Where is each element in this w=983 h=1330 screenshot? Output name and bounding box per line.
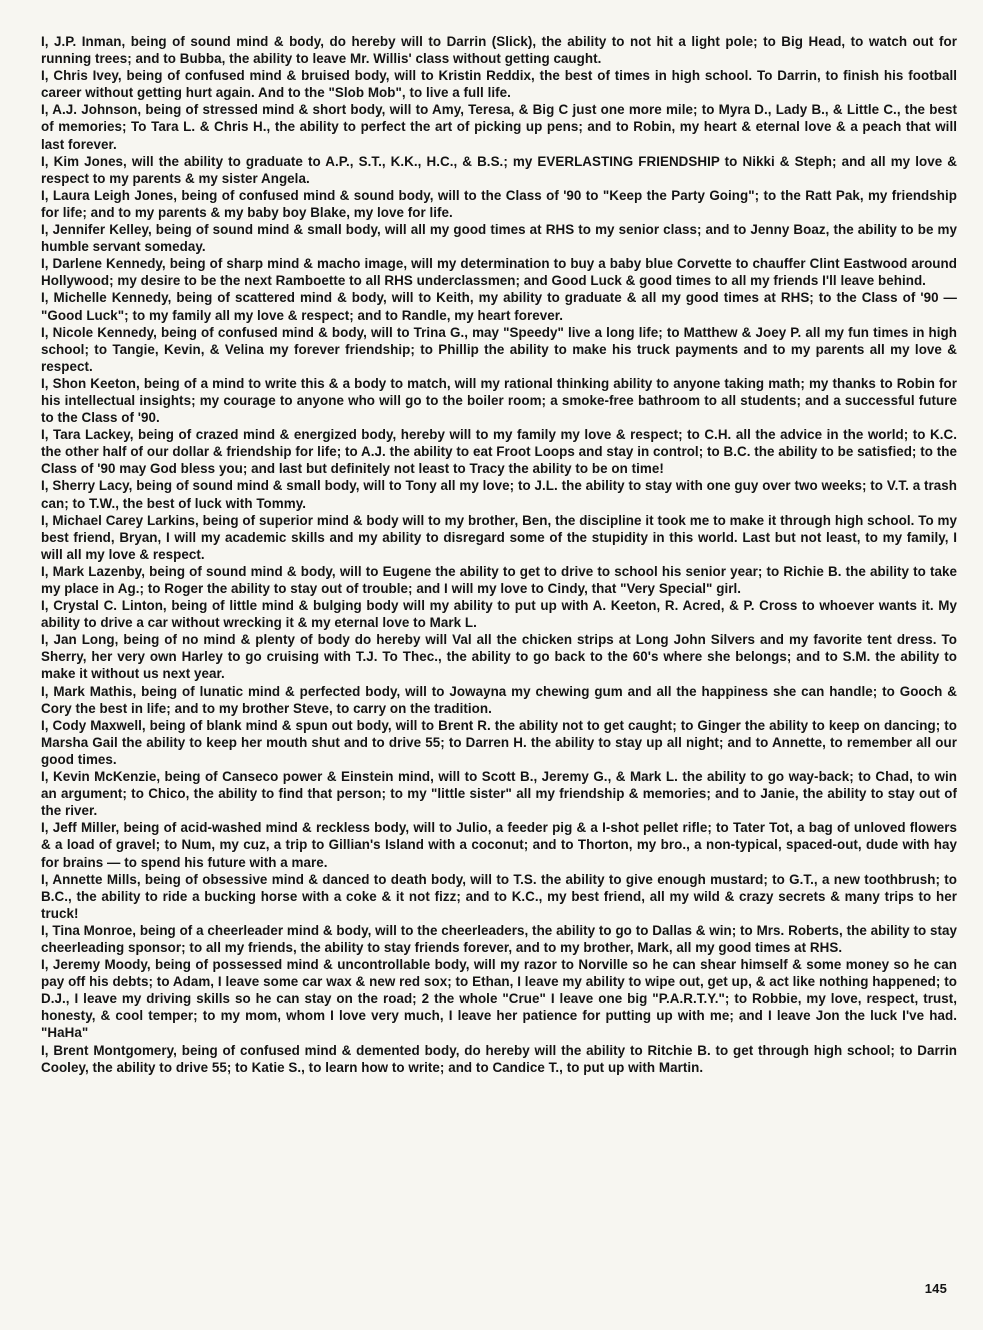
will-paragraph: I, Michael Carey Larkins, being of superior mind & body will to my brother, Ben, the discipline it took me to make it through high school. To my best friend, Bryan, I will my academic skills and my ability to disregard some of the stupidity in this world. Last but not least, to my family, I will all my love & respect. — [41, 512, 957, 562]
page-number: 145 — [924, 1281, 947, 1296]
will-paragraph: I, Nicole Kennedy, being of confused mind & body, will to Trina G., may "Speedy" live a long life; to Matthew & Joey P. all my fun times in high school; to Tangie, Kevin, & Velina my forever friendship; to Phillip the ability to make his truck payments and to my parents all my love & respect. — [41, 324, 957, 374]
will-paragraph: I, Laura Leigh Jones, being of confused mind & sound body, will to the Class of '90 to "Keep the Party Going"; to the Ratt Pak, my friendship for life; and to my parents & my baby boy Blake, my love for life. — [41, 187, 957, 220]
will-paragraph: I, J.P. Inman, being of sound mind & body, do hereby will to Darrin (Slick), the ability to not hit a light pole; to Big Head, to watch out for running trees; and to Bubba, the ability to leave Mr. Willis' class without getting caught. — [41, 34, 957, 67]
will-paragraph: I, Mark Mathis, being of lunatic mind & perfected body, will to Jowayna my chewing gum and all the happiness she can handle; to Gooch & Cory the best in life; and to my brother Steve, to carry on the tradition. — [41, 683, 957, 716]
will-paragraph: I, Jennifer Kelley, being of sound mind & small body, will all my good times at RHS to my senior class; and to Jenny Boaz, the ability to be my humble servant someday. — [41, 222, 957, 255]
will-paragraph: I, Crystal C. Linton, being of little mind & bulging body will my ability to put up with A. Keeton, R. Acred, & P. Cross to whoever wants it. My ability to drive a car without wrecking it & my eternal love to Mark L. — [41, 598, 957, 631]
senior-wills-column — [41, 33, 957, 1076]
will-paragraph: I, Annette Mills, being of obsessive mind & danced to death body, will to T.S. the ability to give enough mustard; to G.T., a new toothbrush; to B.C., the ability to ride a bucking horse with a coke & it not fizz; and to K.C., my best friend, all my wild & crazy secrets & many trips to her truck! — [41, 871, 957, 921]
will-paragraph: I, A.J. Johnson, being of stressed mind & short body, will to Amy, Teresa, & Big C just one more mile; to Myra D., Lady B., & Little C., the best of memories; To Tara L. & Chris H., the ability to perfect the art of picking up pens; and to Robin, my heart & eternal love & a peach that will last forever. — [41, 102, 957, 152]
will-paragraph: I, Cody Maxwell, being of blank mind & spun out body, will to Brent R. the ability not to get caught; to Ginger the ability to keep on dancing; to Marsha Gail the ability to keep her mouth shut and to drive 55; to Darren H. the ability to stay up all night; and to Annette, to remember all our good times. — [41, 717, 957, 767]
will-paragraph: I, Jeremy Moody, being of possessed mind & uncontrollable body, will my razor to Norville so he can shear himself & some money so he can pay off his debts; to Adam, I leave some car wax & new red sox; to Ethan, I leave my ability to wipe out, get up, & act like nothing happened; to D.J., I leave my driving skills so he can stay on the road; 2 the whole "Crue" I leave one big "P.A.R.T.Y."; to Robbie, my love, respect, trust, honesty, & cool temper; to my mom, whom I love very much, I leave her patience for putting up with me; and I leave Jon the luck I've had. "HaHa" — [41, 957, 957, 1041]
will-paragraph: I, Kim Jones, will the ability to graduate to A.P., S.T., K.K., H.C., & B.S.; my EVERLASTING FRIENDSHIP to Nikki & Steph; and all my love & respect to my parents & my sister Angela. — [41, 153, 957, 186]
will-paragraph: I, Shon Keeton, being of a mind to write this & a body to match, will my rational thinking ability to anyone taking math; my thanks to Robin for his intellectual insights; my courage to anyone who will go to the boiler room; a smoke-free bathroom to all students; and a successful future to the Class of '90. — [41, 375, 957, 426]
will-paragraph: I, Jan Long, being of no mind & plenty of body do hereby will Val all the chicken strips at Long John Silvers and my favorite tent dress. To Sherry, her very own Harley to go cruising with T.J. To Thec., the ability to go back to the 60's where she belongs; and to S.M. the ability to make it without us next year. — [41, 632, 957, 682]
will-paragraph: I, Mark Lazenby, being of sound mind & body, will to Eugene the ability to get to drive to school his senior year; to Richie B. the ability to take my place in Ag.; to Roger the ability to stay out of trouble; and I will my love to Cindy, that "Very Special" girl. — [41, 563, 957, 596]
will-paragraph: I, Tina Monroe, being of a cheerleader mind & body, will to the cheerleaders, the ability to go to Dallas & win; to Mrs. Roberts, the ability to stay cheerleading sponsor; to all my friends, the ability to stay friends forever, and to my brother, Mark, all my good times at RHS. — [41, 922, 957, 955]
will-paragraph: I, Darlene Kennedy, being of sharp mind & macho image, will my determination to buy a baby blue Corvette to chauffer Clint Eastwood around Hollywood; my desire to be the next Ramboette to all RHS underclassmen; and Good Luck & good times to all my friends I'll leave behind. — [41, 256, 957, 289]
will-paragraph: I, Michelle Kennedy, being of scattered mind & body, will to Keith, my ability to graduate & all my good times at RHS; to the Class of '90 — "Good Luck"; to my family all my love & respect; and to Randle, my heart forever. — [41, 290, 957, 323]
will-paragraph: I, Sherry Lacy, being of sound mind & small body, will to Tony all my love; to J.L. the ability to stay with one guy over two weeks; to V.T. a trash can; to T.W., the best of luck with Tommy. — [41, 478, 957, 511]
will-paragraph: I, Brent Montgomery, being of confused mind & demented body, do hereby will the ability to Ritchie B. to get through high school; to Darrin Cooley, the ability to drive 55; to Katie S., to learn how to write; and to Candice T., to put up with Martin. — [41, 1042, 957, 1075]
will-paragraph: I, Jeff Miller, being of acid-washed mind & reckless body, will to Julio, a feeder pig & a I-shot pellet rifle; to Tater Tot, a bag of unloved flowers & a load of gravel; to Num, my cuz, a trip to Gillian's Island with a coconut; and to Thorton, my bro., a non-typical, spaced-out, dude with hay for brains — to spend his future with a mare. — [41, 820, 957, 870]
will-paragraph: I, Kevin McKenzie, being of Canseco power & Einstein mind, will to Scott B., Jeremy G., & Mark L. the ability to go way-back; to Chad, to win an argument; to Chico, the ability to find that person; to my "little sister" all my friendship & memories; and to Janie, the ability to stay out of the river. — [41, 769, 957, 819]
will-paragraph: I, Tara Lackey, being of crazed mind & energized body, hereby will to my family my love & respect; to C.H. all the advice in the world; to K.C. the other half of our dollar & friendship for life; to A.J. the ability to eat Froot Loops and stay in control; to B.C. the ability to be satisfied; to the Class of '90 may God bless you; and last but definitely not least to Tracy the ability to be on time! — [41, 427, 957, 477]
will-paragraph: I, Chris Ivey, being of confused mind & bruised body, will to Kristin Reddix, the best of times in high school. To Darrin, to finish his football career without getting hurt again. And to the "Slob Mob", to live a full life. — [41, 68, 957, 101]
